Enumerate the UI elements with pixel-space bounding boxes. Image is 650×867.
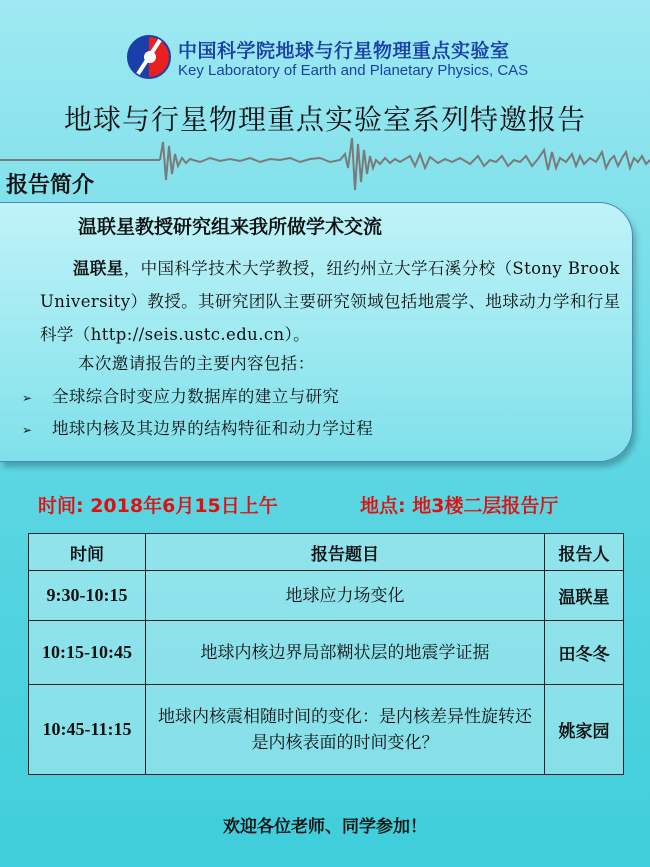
lab-logo-icon	[126, 34, 172, 80]
section-label: 报告简介	[6, 173, 95, 198]
row-topic: 地球应力场变化	[146, 571, 545, 621]
topic-text: 地球内核及其边界的结构特征和动力学过程	[52, 419, 374, 438]
intro-heading: 温联星教授研究组来我所做学术交流	[78, 216, 383, 238]
row-time: 10:45-11:15	[29, 685, 146, 775]
table-row	[29, 621, 624, 685]
arrow-bullet-icon: ➢	[22, 391, 33, 405]
row-time: 9:30-10:15	[29, 571, 146, 621]
schedule-table	[28, 533, 624, 775]
event-place: 地点: 地3楼二层报告厅	[360, 495, 559, 517]
topics-intro: 本次邀请报告的主要内容包括：	[78, 354, 315, 373]
row-time: 10:15-10:45	[29, 621, 146, 685]
row-speaker: 田冬冬	[545, 621, 624, 685]
list-item	[22, 415, 373, 439]
lab-name-en: Key Laboratory of Earth and Planetary Physics, CAS	[178, 62, 529, 79]
row-topic: 地球内核边界局部糊状层的地震学证据	[146, 621, 545, 685]
table-row	[29, 685, 624, 775]
arrow-bullet-icon: ➢	[22, 423, 33, 437]
lab-name-cn: 中国科学院地球与行星物理重点实验室	[178, 40, 510, 62]
column-header-topic: 报告题目	[146, 534, 545, 571]
table-header-row	[29, 534, 624, 571]
intro-paragraph	[40, 252, 625, 351]
welcome-message: 欢迎各位老师、同学参加！	[223, 817, 427, 837]
speaker-name: 温联星	[73, 259, 124, 278]
table-row	[29, 571, 624, 621]
event-time: 时间: 2018年6月15日上午	[38, 495, 278, 517]
row-speaker: 姚家园	[545, 685, 624, 775]
row-speaker: 温联星	[545, 571, 624, 621]
column-header-speaker: 报告人	[545, 534, 624, 571]
seismogram-decoration-icon	[0, 136, 650, 192]
list-item	[22, 383, 339, 407]
page-title: 地球与行星物理重点实验室系列特邀报告	[63, 103, 586, 136]
intro-paragraph-text: ，中国科学技术大学教授，纽约州立大学石溪分校（Stony Brook University）教授。其研究团队主要研究领域包括地震学、地球动力学和行星科学（http://seis.ustc.edu.cn）。	[40, 259, 621, 344]
topic-text: 全球综合时变应力数据库的建立与研究	[52, 387, 340, 406]
column-header-time: 时间	[29, 534, 146, 571]
row-topic: 地球内核震相随时间的变化：是内核差异性旋转还是内核表面的时间变化？	[146, 685, 545, 775]
